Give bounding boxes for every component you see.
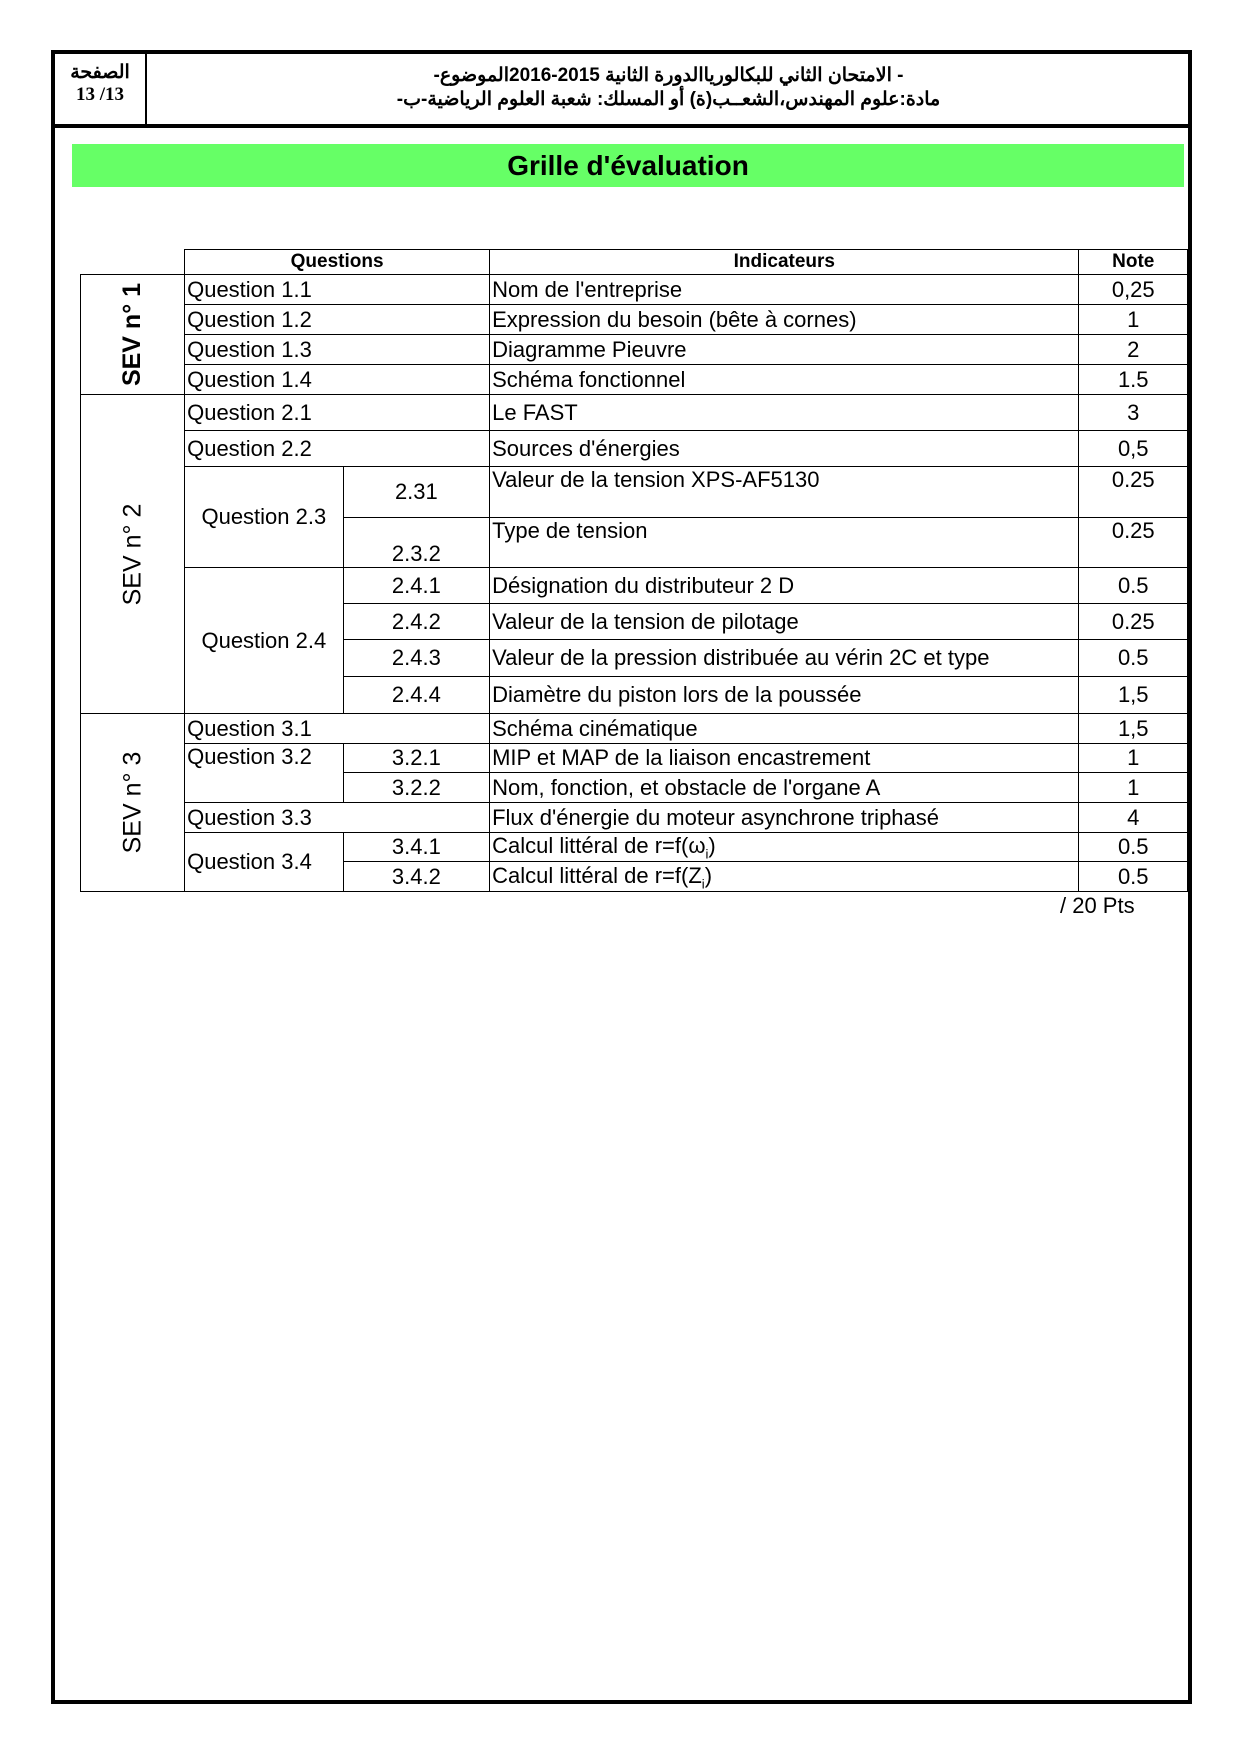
sev-3-text: SEV n° 3 bbox=[118, 751, 147, 854]
question: Question 3.1 bbox=[185, 714, 490, 744]
indicator-subscript: i bbox=[705, 846, 709, 862]
indicator: MIP et MAP de la liaison encastrement bbox=[490, 744, 1079, 773]
sev-1-label bbox=[81, 275, 185, 395]
indicator: Schéma cinématique bbox=[490, 714, 1079, 744]
col-header-note: Note bbox=[1079, 250, 1188, 275]
note: 0.25 bbox=[1079, 518, 1188, 568]
indicator: Désignation du distributeur 2 D bbox=[490, 568, 1079, 604]
sub-question: 3.4.1 bbox=[343, 833, 490, 862]
note: 0.25 bbox=[1079, 604, 1188, 640]
indicator: Valeur de la tension XPS-AF5130 bbox=[490, 467, 1079, 518]
indicator bbox=[490, 833, 1079, 862]
indicator: Sources d'énergies bbox=[490, 431, 1079, 467]
sub-question: 2.4.2 bbox=[343, 604, 490, 640]
note: 3 bbox=[1079, 395, 1188, 431]
indicator-end: ) bbox=[704, 862, 713, 888]
page-number: 13 /13 bbox=[75, 84, 125, 105]
question: Question 1.4 bbox=[185, 365, 490, 395]
note: 1 bbox=[1079, 305, 1188, 335]
sev-2-text: SEV n° 2 bbox=[118, 503, 147, 605]
indicator: Flux d'énergie du moteur asynchrone triphasé bbox=[490, 803, 1079, 833]
note: 4 bbox=[1079, 803, 1188, 833]
question: Question 3.4 bbox=[185, 833, 344, 892]
evaluation-grid bbox=[80, 249, 1188, 892]
sev-2-label bbox=[81, 395, 185, 714]
sub-question: 3.2.2 bbox=[343, 773, 490, 803]
note: 0.5 bbox=[1079, 568, 1188, 604]
indicator: Valeur de la pression distribuée au vérin 2C et type bbox=[490, 640, 1079, 677]
indicator: Nom, fonction, et obstacle de l'organe A bbox=[490, 773, 1079, 803]
question: Question 2.1 bbox=[185, 395, 490, 431]
indicator: Le FAST bbox=[490, 395, 1079, 431]
question: Question 2.2 bbox=[185, 431, 490, 467]
sub-question: 2.3.2 bbox=[343, 518, 490, 568]
indicator: Diamètre du piston lors de la poussée bbox=[490, 677, 1079, 714]
note: 0,5 bbox=[1079, 431, 1188, 467]
note: 0.5 bbox=[1079, 640, 1188, 677]
exam-header bbox=[55, 54, 1188, 128]
sev-1-text: SEV n° 1 bbox=[118, 282, 147, 387]
note: 1.5 bbox=[1079, 365, 1188, 395]
question: Question 2.3 bbox=[185, 467, 344, 568]
indicator-subscript: i bbox=[701, 876, 705, 892]
sev-3-label bbox=[81, 714, 185, 892]
note: 2 bbox=[1079, 335, 1188, 365]
sub-question: 2.31 bbox=[343, 467, 490, 518]
question: Question 2.4 bbox=[185, 568, 344, 714]
indicator: Expression du besoin (bête à cornes) bbox=[490, 305, 1079, 335]
question: Question 3.2 bbox=[185, 744, 344, 803]
col-header-questions: Questions bbox=[185, 250, 490, 275]
question: Question 1.1 bbox=[185, 275, 490, 305]
sub-question: 2.4.3 bbox=[343, 640, 490, 677]
indicator-end: ) bbox=[708, 833, 716, 858]
total-points: / 20 Pts bbox=[1060, 893, 1135, 918]
sub-question: 3.2.1 bbox=[343, 744, 490, 773]
note: 0.5 bbox=[1079, 833, 1188, 862]
indicator bbox=[490, 862, 1079, 892]
indicator: Schéma fonctionnel bbox=[490, 365, 1079, 395]
note: 1,5 bbox=[1079, 677, 1188, 714]
sub-question: 2.4.1 bbox=[343, 568, 490, 604]
indicator: Type de tension bbox=[490, 518, 1079, 568]
indicator: Valeur de la tension de pilotage bbox=[490, 604, 1079, 640]
page-number-box bbox=[55, 54, 147, 124]
page-frame bbox=[51, 50, 1192, 1704]
exam-title-line2: مادة:علوم المهندس،الشعــب(ة) أو المسلك: شعبة العلوم الرياضية-ب- bbox=[396, 89, 941, 110]
sub-question: 2.4.4 bbox=[343, 677, 490, 714]
indicator-text: Calcul littéral de r=f(Z bbox=[492, 862, 702, 888]
indicator: Nom de l'entreprise bbox=[490, 275, 1079, 305]
indicator-text: Calcul littéral de r=f(ω bbox=[492, 833, 706, 858]
note: 1 bbox=[1079, 773, 1188, 803]
page-title: Grille d'évaluation bbox=[72, 144, 1184, 187]
page-label: الصفحة bbox=[70, 62, 130, 83]
sub-question: 3.4.2 bbox=[343, 862, 490, 892]
note: 0.5 bbox=[1079, 862, 1188, 892]
col-header-indicators: Indicateurs bbox=[490, 250, 1079, 275]
question: Question 3.3 bbox=[185, 803, 490, 833]
exam-title bbox=[149, 54, 1188, 124]
blank-corner bbox=[81, 250, 185, 275]
note: 0.25 bbox=[1079, 467, 1188, 518]
question: Question 1.3 bbox=[185, 335, 490, 365]
indicator: Diagramme Pieuvre bbox=[490, 335, 1079, 365]
note: 1 bbox=[1079, 744, 1188, 773]
note: 0,25 bbox=[1079, 275, 1188, 305]
exam-title-line1: - الامتحان الثاني للبكالورياالدورة الثانية 2015-2016الموضوع- bbox=[433, 65, 904, 86]
note: 1,5 bbox=[1079, 714, 1188, 744]
question: Question 1.2 bbox=[185, 305, 490, 335]
